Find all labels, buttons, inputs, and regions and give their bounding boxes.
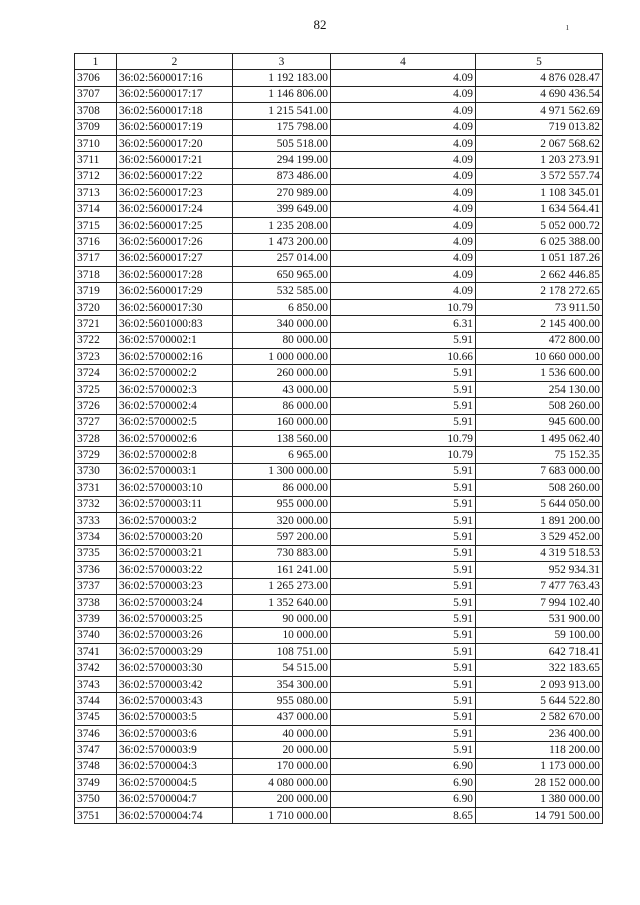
value-cell: 160 000.00 bbox=[233, 414, 331, 430]
row-number-cell: 3708 bbox=[75, 103, 117, 119]
table-row bbox=[75, 627, 603, 643]
rate-cell: 4.09 bbox=[331, 86, 476, 102]
row-number-cell: 3736 bbox=[75, 562, 117, 578]
cadastral-number-cell: 36:02:5700003:2 bbox=[117, 512, 233, 528]
amount-cell: 75 152.35 bbox=[476, 447, 603, 463]
rate-cell: 5.91 bbox=[331, 529, 476, 545]
table-row bbox=[75, 512, 603, 528]
value-cell: 260 000.00 bbox=[233, 365, 331, 381]
rate-cell: 4.09 bbox=[331, 103, 476, 119]
rate-cell: 4.09 bbox=[331, 135, 476, 151]
rate-cell: 8.65 bbox=[331, 807, 476, 823]
amount-cell: 719 013.82 bbox=[476, 119, 603, 135]
value-cell: 108 751.00 bbox=[233, 644, 331, 660]
value-cell: 294 199.00 bbox=[233, 152, 331, 168]
table-row bbox=[75, 463, 603, 479]
amount-cell: 2 093 913.00 bbox=[476, 676, 603, 692]
table-row bbox=[75, 545, 603, 561]
amount-cell: 322 183.65 bbox=[476, 660, 603, 676]
row-number-cell: 3709 bbox=[75, 119, 117, 135]
rate-cell: 5.91 bbox=[331, 726, 476, 742]
table-row bbox=[75, 86, 603, 102]
amount-cell: 118 200.00 bbox=[476, 742, 603, 758]
amount-cell: 2 662 446.85 bbox=[476, 267, 603, 283]
row-number-cell: 3723 bbox=[75, 349, 117, 365]
row-number-cell: 3706 bbox=[75, 70, 117, 86]
rate-cell: 10.79 bbox=[331, 299, 476, 315]
cadastral-number-cell: 36:02:5600017:22 bbox=[117, 168, 233, 184]
row-number-cell: 3731 bbox=[75, 480, 117, 496]
cadastral-number-cell: 36:02:5700002:1 bbox=[117, 332, 233, 348]
table-row bbox=[75, 217, 603, 233]
cadastral-number-cell: 36:02:5600017:27 bbox=[117, 250, 233, 266]
amount-cell: 1 634 564.41 bbox=[476, 201, 603, 217]
page-number: 82 bbox=[313, 17, 327, 32]
table-row bbox=[75, 562, 603, 578]
cadastral-number-cell: 36:02:5600017:28 bbox=[117, 267, 233, 283]
rate-cell: 5.91 bbox=[331, 398, 476, 414]
amount-cell: 5 644 050.00 bbox=[476, 496, 603, 512]
amount-cell: 2 145 400.00 bbox=[476, 316, 603, 332]
value-cell: 1 352 640.00 bbox=[233, 594, 331, 610]
table-row bbox=[75, 529, 603, 545]
cadastral-number-cell: 36:02:5700003:20 bbox=[117, 529, 233, 545]
table-row bbox=[75, 70, 603, 86]
row-number-cell: 3740 bbox=[75, 627, 117, 643]
row-number-cell: 3727 bbox=[75, 414, 117, 430]
row-number-cell: 3741 bbox=[75, 644, 117, 660]
amount-cell: 7 477 763.43 bbox=[476, 578, 603, 594]
amount-cell: 2 067 568.62 bbox=[476, 135, 603, 151]
row-number-cell: 3720 bbox=[75, 299, 117, 315]
rate-cell: 5.91 bbox=[331, 545, 476, 561]
rate-cell: 4.09 bbox=[331, 267, 476, 283]
row-number-cell: 3714 bbox=[75, 201, 117, 217]
amount-cell: 73 911.50 bbox=[476, 299, 603, 315]
rate-cell: 5.91 bbox=[331, 578, 476, 594]
table-row bbox=[75, 168, 603, 184]
row-number-cell: 3715 bbox=[75, 217, 117, 233]
row-number-cell: 3733 bbox=[75, 512, 117, 528]
row-number-cell: 3724 bbox=[75, 365, 117, 381]
cadastral-number-cell: 36:02:5700003:22 bbox=[117, 562, 233, 578]
row-number-cell: 3721 bbox=[75, 316, 117, 332]
rate-cell: 6.90 bbox=[331, 758, 476, 774]
rate-cell: 5.91 bbox=[331, 660, 476, 676]
cadastral-number-cell: 36:02:5600017:18 bbox=[117, 103, 233, 119]
row-number-cell: 3734 bbox=[75, 529, 117, 545]
value-cell: 399 649.00 bbox=[233, 201, 331, 217]
row-number-cell: 3710 bbox=[75, 135, 117, 151]
value-cell: 1 146 806.00 bbox=[233, 86, 331, 102]
amount-cell: 7 994 102.40 bbox=[476, 594, 603, 610]
value-cell: 955 000.00 bbox=[233, 496, 331, 512]
cadastral-number-cell: 36:02:5700004:74 bbox=[117, 807, 233, 823]
value-cell: 1 265 273.00 bbox=[233, 578, 331, 594]
row-number-cell: 3743 bbox=[75, 676, 117, 692]
value-cell: 80 000.00 bbox=[233, 332, 331, 348]
value-cell: 340 000.00 bbox=[233, 316, 331, 332]
cadastral-number-cell: 36:02:5700003:6 bbox=[117, 726, 233, 742]
table-row bbox=[75, 135, 603, 151]
cadastral-number-cell: 36:02:5600017:16 bbox=[117, 70, 233, 86]
cadastral-number-cell: 36:02:5700003:29 bbox=[117, 644, 233, 660]
value-cell: 1 000 000.00 bbox=[233, 349, 331, 365]
value-cell: 20 000.00 bbox=[233, 742, 331, 758]
rate-cell: 4.09 bbox=[331, 70, 476, 86]
table-row bbox=[75, 611, 603, 627]
table-row bbox=[75, 299, 603, 315]
amount-cell: 28 152 000.00 bbox=[476, 775, 603, 791]
table-row bbox=[75, 807, 603, 823]
amount-cell: 2 582 670.00 bbox=[476, 709, 603, 725]
value-cell: 138 560.00 bbox=[233, 430, 331, 446]
row-number-cell: 3717 bbox=[75, 250, 117, 266]
cadastral-number-cell: 36:02:5700003:21 bbox=[117, 545, 233, 561]
value-cell: 1 300 000.00 bbox=[233, 463, 331, 479]
row-number-cell: 3738 bbox=[75, 594, 117, 610]
amount-cell: 508 260.00 bbox=[476, 480, 603, 496]
amount-cell: 5 052 000.72 bbox=[476, 217, 603, 233]
row-number-cell: 3722 bbox=[75, 332, 117, 348]
value-cell: 730 883.00 bbox=[233, 545, 331, 561]
row-number-cell: 3732 bbox=[75, 496, 117, 512]
value-cell: 437 000.00 bbox=[233, 709, 331, 725]
rate-cell: 5.91 bbox=[331, 480, 476, 496]
cadastral-number-cell: 36:02:5700002:3 bbox=[117, 381, 233, 397]
cadastral-number-cell: 36:02:5700003:1 bbox=[117, 463, 233, 479]
amount-cell: 642 718.41 bbox=[476, 644, 603, 660]
rate-cell: 5.91 bbox=[331, 463, 476, 479]
rate-cell: 5.91 bbox=[331, 365, 476, 381]
table-row bbox=[75, 349, 603, 365]
amount-cell: 14 791 500.00 bbox=[476, 807, 603, 823]
table-row bbox=[75, 709, 603, 725]
row-number-cell: 3712 bbox=[75, 168, 117, 184]
cadastral-number-cell: 36:02:5700003:25 bbox=[117, 611, 233, 627]
amount-cell: 952 934.31 bbox=[476, 562, 603, 578]
cadastral-number-cell: 36:02:5700003:10 bbox=[117, 480, 233, 496]
row-number-cell: 3728 bbox=[75, 430, 117, 446]
amount-cell: 531 900.00 bbox=[476, 611, 603, 627]
row-number-cell: 3716 bbox=[75, 234, 117, 250]
table-row bbox=[75, 267, 603, 283]
row-number-cell: 3750 bbox=[75, 791, 117, 807]
value-cell: 170 000.00 bbox=[233, 758, 331, 774]
cadastral-number-cell: 36:02:5700002:8 bbox=[117, 447, 233, 463]
table-row bbox=[75, 742, 603, 758]
value-cell: 270 989.00 bbox=[233, 185, 331, 201]
table-row bbox=[75, 201, 603, 217]
rate-cell: 5.91 bbox=[331, 709, 476, 725]
cadastral-number-cell: 36:02:5700003:42 bbox=[117, 676, 233, 692]
row-number-cell: 3735 bbox=[75, 545, 117, 561]
cadastral-number-cell: 36:02:5700004:7 bbox=[117, 791, 233, 807]
cadastral-number-cell: 36:02:5601000:83 bbox=[117, 316, 233, 332]
rate-cell: 5.91 bbox=[331, 562, 476, 578]
amount-cell: 508 260.00 bbox=[476, 398, 603, 414]
rate-cell: 4.09 bbox=[331, 283, 476, 299]
value-cell: 6 850.00 bbox=[233, 299, 331, 315]
cadastral-number-cell: 36:02:5700002:4 bbox=[117, 398, 233, 414]
column-header: 5 bbox=[476, 54, 603, 70]
table-row bbox=[75, 283, 603, 299]
row-number-cell: 3746 bbox=[75, 726, 117, 742]
cadastral-number-cell: 36:02:5600017:24 bbox=[117, 201, 233, 217]
amount-cell: 4 690 436.54 bbox=[476, 86, 603, 102]
cadastral-number-cell: 36:02:5700003:43 bbox=[117, 693, 233, 709]
cadastral-number-cell: 36:02:5700004:5 bbox=[117, 775, 233, 791]
rate-cell: 4.09 bbox=[331, 217, 476, 233]
table-row bbox=[75, 398, 603, 414]
amount-cell: 1 891 200.00 bbox=[476, 512, 603, 528]
cadastral-number-cell: 36:02:5600017:25 bbox=[117, 217, 233, 233]
table-row bbox=[75, 250, 603, 266]
value-cell: 955 080.00 bbox=[233, 693, 331, 709]
table-row bbox=[75, 496, 603, 512]
cadastral-number-cell: 36:02:5600017:17 bbox=[117, 86, 233, 102]
value-cell: 1 710 000.00 bbox=[233, 807, 331, 823]
rate-cell: 5.91 bbox=[331, 381, 476, 397]
value-cell: 1 215 541.00 bbox=[233, 103, 331, 119]
rate-cell: 5.91 bbox=[331, 512, 476, 528]
rate-cell: 5.91 bbox=[331, 644, 476, 660]
value-cell: 354 300.00 bbox=[233, 676, 331, 692]
rate-cell: 10.66 bbox=[331, 349, 476, 365]
amount-cell: 7 683 000.00 bbox=[476, 463, 603, 479]
row-number-cell: 3747 bbox=[75, 742, 117, 758]
amount-cell: 1 380 000.00 bbox=[476, 791, 603, 807]
cadastral-number-cell: 36:02:5700002:6 bbox=[117, 430, 233, 446]
row-number-cell: 3725 bbox=[75, 381, 117, 397]
rate-cell: 4.09 bbox=[331, 201, 476, 217]
amount-cell: 945 600.00 bbox=[476, 414, 603, 430]
cadastral-number-cell: 36:02:5600017:29 bbox=[117, 283, 233, 299]
table-row bbox=[75, 316, 603, 332]
row-number-cell: 3711 bbox=[75, 152, 117, 168]
rate-cell: 5.91 bbox=[331, 594, 476, 610]
cadastral-number-cell: 36:02:5600017:20 bbox=[117, 135, 233, 151]
value-cell: 532 585.00 bbox=[233, 283, 331, 299]
cadastral-number-cell: 36:02:5700003:26 bbox=[117, 627, 233, 643]
table-row bbox=[75, 414, 603, 430]
table-row bbox=[75, 578, 603, 594]
amount-cell: 5 644 522.80 bbox=[476, 693, 603, 709]
value-cell: 4 080 000.00 bbox=[233, 775, 331, 791]
rate-cell: 4.09 bbox=[331, 250, 476, 266]
table-row bbox=[75, 365, 603, 381]
row-number-cell: 3729 bbox=[75, 447, 117, 463]
amount-cell: 1 108 345.01 bbox=[476, 185, 603, 201]
amount-cell: 4 971 562.69 bbox=[476, 103, 603, 119]
row-number-cell: 3744 bbox=[75, 693, 117, 709]
value-cell: 257 014.00 bbox=[233, 250, 331, 266]
row-number-cell: 3713 bbox=[75, 185, 117, 201]
rate-cell: 4.09 bbox=[331, 234, 476, 250]
table-row bbox=[75, 234, 603, 250]
value-cell: 43 000.00 bbox=[233, 381, 331, 397]
cadastral-number-cell: 36:02:5600017:23 bbox=[117, 185, 233, 201]
cadastral-number-cell: 36:02:5700002:16 bbox=[117, 349, 233, 365]
column-header: 1 bbox=[75, 54, 117, 70]
table-row bbox=[75, 693, 603, 709]
amount-cell: 1 203 273.91 bbox=[476, 152, 603, 168]
amount-cell: 1 173 000.00 bbox=[476, 758, 603, 774]
cadastral-number-cell: 36:02:5600017:21 bbox=[117, 152, 233, 168]
cadastral-number-cell: 36:02:5700004:3 bbox=[117, 758, 233, 774]
rate-cell: 5.91 bbox=[331, 742, 476, 758]
amount-cell: 254 130.00 bbox=[476, 381, 603, 397]
amount-cell: 236 400.00 bbox=[476, 726, 603, 742]
row-number-cell: 3730 bbox=[75, 463, 117, 479]
corner-mark: ı bbox=[566, 22, 569, 33]
row-number-cell: 3748 bbox=[75, 758, 117, 774]
rate-cell: 5.91 bbox=[331, 627, 476, 643]
table-row bbox=[75, 430, 603, 446]
value-cell: 86 000.00 bbox=[233, 398, 331, 414]
value-cell: 161 241.00 bbox=[233, 562, 331, 578]
amount-cell: 1 495 062.40 bbox=[476, 430, 603, 446]
value-cell: 650 965.00 bbox=[233, 267, 331, 283]
cadastral-number-cell: 36:02:5700002:5 bbox=[117, 414, 233, 430]
amount-cell: 3 529 452.00 bbox=[476, 529, 603, 545]
amount-cell: 4 876 028.47 bbox=[476, 70, 603, 86]
rate-cell: 5.91 bbox=[331, 332, 476, 348]
column-header: 2 bbox=[117, 54, 233, 70]
value-cell: 505 518.00 bbox=[233, 135, 331, 151]
table-body bbox=[75, 70, 603, 824]
row-number-cell: 3745 bbox=[75, 709, 117, 725]
value-cell: 1 473 200.00 bbox=[233, 234, 331, 250]
table-row bbox=[75, 119, 603, 135]
cadastral-number-cell: 36:02:5600017:19 bbox=[117, 119, 233, 135]
row-number-cell: 3737 bbox=[75, 578, 117, 594]
cadastral-number-cell: 36:02:5700003:5 bbox=[117, 709, 233, 725]
row-number-cell: 3707 bbox=[75, 86, 117, 102]
rate-cell: 4.09 bbox=[331, 152, 476, 168]
amount-cell: 2 178 272.65 bbox=[476, 283, 603, 299]
table-row bbox=[75, 676, 603, 692]
cadastral-number-cell: 36:02:5700003:9 bbox=[117, 742, 233, 758]
row-number-cell: 3751 bbox=[75, 807, 117, 823]
table-row bbox=[75, 791, 603, 807]
table-row bbox=[75, 758, 603, 774]
amount-cell: 1 536 600.00 bbox=[476, 365, 603, 381]
table-row bbox=[75, 594, 603, 610]
table-row bbox=[75, 103, 603, 119]
cadastral-number-cell: 36:02:5600017:30 bbox=[117, 299, 233, 315]
table-row bbox=[75, 775, 603, 791]
rate-cell: 5.91 bbox=[331, 693, 476, 709]
table-row bbox=[75, 381, 603, 397]
table-row bbox=[75, 332, 603, 348]
rate-cell: 10.79 bbox=[331, 447, 476, 463]
value-cell: 597 200.00 bbox=[233, 529, 331, 545]
rate-cell: 6.31 bbox=[331, 316, 476, 332]
rate-cell: 6.90 bbox=[331, 775, 476, 791]
value-cell: 40 000.00 bbox=[233, 726, 331, 742]
value-cell: 86 000.00 bbox=[233, 480, 331, 496]
amount-cell: 6 025 388.00 bbox=[476, 234, 603, 250]
value-cell: 200 000.00 bbox=[233, 791, 331, 807]
column-header: 3 bbox=[233, 54, 331, 70]
row-number-cell: 3718 bbox=[75, 267, 117, 283]
row-number-cell: 3749 bbox=[75, 775, 117, 791]
table-row bbox=[75, 447, 603, 463]
amount-cell: 1 051 187.26 bbox=[476, 250, 603, 266]
row-number-cell: 3726 bbox=[75, 398, 117, 414]
rate-cell: 10.79 bbox=[331, 430, 476, 446]
rate-cell: 5.91 bbox=[331, 414, 476, 430]
rate-cell: 5.91 bbox=[331, 496, 476, 512]
amount-cell: 10 660 000.00 bbox=[476, 349, 603, 365]
table-row bbox=[75, 644, 603, 660]
row-number-cell: 3742 bbox=[75, 660, 117, 676]
data-table bbox=[74, 53, 603, 824]
value-cell: 1 192 183.00 bbox=[233, 70, 331, 86]
value-cell: 175 798.00 bbox=[233, 119, 331, 135]
table-row bbox=[75, 152, 603, 168]
value-cell: 54 515.00 bbox=[233, 660, 331, 676]
value-cell: 320 000.00 bbox=[233, 512, 331, 528]
column-header: 4 bbox=[331, 54, 476, 70]
amount-cell: 3 572 557.74 bbox=[476, 168, 603, 184]
value-cell: 1 235 208.00 bbox=[233, 217, 331, 233]
cadastral-number-cell: 36:02:5700003:30 bbox=[117, 660, 233, 676]
row-number-cell: 3719 bbox=[75, 283, 117, 299]
rate-cell: 4.09 bbox=[331, 185, 476, 201]
rate-cell: 6.90 bbox=[331, 791, 476, 807]
rate-cell: 5.91 bbox=[331, 611, 476, 627]
cadastral-number-cell: 36:02:5700003:23 bbox=[117, 578, 233, 594]
cadastral-number-cell: 36:02:5700003:11 bbox=[117, 496, 233, 512]
value-cell: 873 486.00 bbox=[233, 168, 331, 184]
table-row bbox=[75, 726, 603, 742]
value-cell: 6 965.00 bbox=[233, 447, 331, 463]
rate-cell: 5.91 bbox=[331, 676, 476, 692]
cadastral-number-cell: 36:02:5700003:24 bbox=[117, 594, 233, 610]
row-number-cell: 3739 bbox=[75, 611, 117, 627]
table-row bbox=[75, 480, 603, 496]
table-row bbox=[75, 185, 603, 201]
rate-cell: 4.09 bbox=[331, 168, 476, 184]
cadastral-number-cell: 36:02:5600017:26 bbox=[117, 234, 233, 250]
cadastral-number-cell: 36:02:5700002:2 bbox=[117, 365, 233, 381]
amount-cell: 59 100.00 bbox=[476, 627, 603, 643]
amount-cell: 472 800.00 bbox=[476, 332, 603, 348]
value-cell: 90 000.00 bbox=[233, 611, 331, 627]
value-cell: 10 000.00 bbox=[233, 627, 331, 643]
table-row bbox=[75, 660, 603, 676]
amount-cell: 4 319 518.53 bbox=[476, 545, 603, 561]
header-row bbox=[75, 54, 603, 70]
rate-cell: 4.09 bbox=[331, 119, 476, 135]
